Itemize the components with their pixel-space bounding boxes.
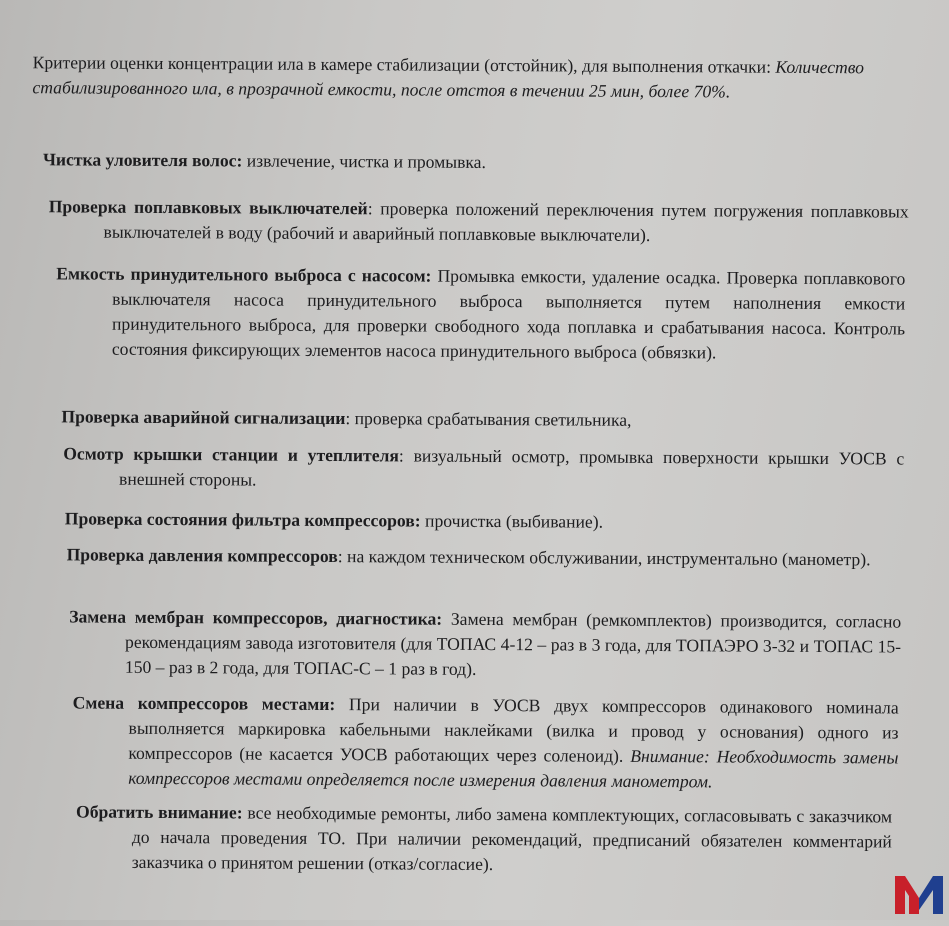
item-text: извлечение, чистка и промывка. <box>242 150 486 172</box>
item-title: Чистка уловителя волос: <box>42 149 243 171</box>
intro-line: Критерии оценки концентрации ила в камере стабилизации (отстойник), для выполнения откачки: <box>32 52 772 77</box>
item-text: : проверка срабатывания светильника, <box>345 408 632 430</box>
item-note-italic: Внимание: Необходимость замены компрессоров местами определяется после измерения давления манометром. <box>128 745 899 792</box>
item-membrane-replacement <box>69 605 902 685</box>
item-text: Промывка емкости, удаление осадка. Проверка поплавкового выключателя насоса принудительного выброса выполняется путем наполнения емкости принудительного выброса, для проверки свободного хода поплавка и срабатывания насоса. Контроль состояния фиксирующих элементов насоса принудительного выброса (обвязки). <box>111 265 906 363</box>
item-hair-trap <box>43 147 903 177</box>
item-text: Замена мембран (ремкомплектов) производится, согласно рекомендациям завода изготовителя (для ТОПАС 4-12 – раз в 3 года, для ТОПАЭРО 3-32 и ТОПАС 15- 150 – раз в 2 года, для ТОПАС-С – 1 раз в год). <box>124 608 902 679</box>
item-title: Проверка состояния фильтра компрессоров: <box>64 508 421 531</box>
item-title: Проверка аварийной сигнализации <box>61 406 346 429</box>
item-lid-inspection <box>63 442 905 497</box>
item-text: : на каждом техническом обслуживании, инструментально (манометр). <box>337 546 871 570</box>
item-compressor-swap <box>72 691 899 796</box>
item-text: прочистка (выбивание). <box>420 510 604 532</box>
item-forced-discharge-tank <box>56 262 906 367</box>
intro-italic-criterion: Количество стабилизированного ила, в прозрачной емкости, после отстоя в течении 25 мин, более 70%. <box>32 56 865 102</box>
item-text: все необходимые ремонты, либо замена комплектующих, согласовывать с заказчиком до начала проведения ТО. При наличии рекомендаций, предписаний обязателен комментарий заказчика о принятом решении (отказ/согласие). <box>131 802 893 875</box>
item-text: : проверка положений переключения путем погружения поплавковых выключателей в воду (рабочий и аварийный поплавковые выключатели). <box>103 198 909 245</box>
item-text: : визуальный осмотр, промывка поверхности крышки УОСВ с внешней стороны. <box>119 445 905 490</box>
item-alarm-check <box>61 404 901 434</box>
logo-left-stroke <box>895 876 919 914</box>
logo-right-stroke <box>919 876 943 914</box>
item-title: Смена компрессоров местами: <box>72 692 336 715</box>
item-compressor-pressure <box>66 543 902 573</box>
item-title: Обратить внимание: <box>75 801 243 823</box>
item-title: Проверка поплавковых выключателей <box>48 196 368 219</box>
item-attention <box>75 800 893 880</box>
item-title: Проверка давления компрессоров <box>66 544 338 567</box>
item-title: Замена мембран компрессоров, диагностика: <box>69 606 443 629</box>
item-title: Осмотр крышки станции и утеплителя <box>63 443 400 466</box>
intro-paragraph <box>32 50 932 105</box>
item-float-switches <box>48 195 909 250</box>
item-compressor-filter <box>65 506 905 536</box>
item-title: Емкость принудительного выброса с насосом: <box>56 263 432 286</box>
item-text: При наличии в УОСВ двух компрессоров одинакового номинала выполняется маркировка кабельными наклейками (вилка и провод у основания) одного из компрессоров (не касается УОСВ работающих через соленоид). <box>128 694 899 766</box>
m-logo-icon <box>893 872 945 916</box>
